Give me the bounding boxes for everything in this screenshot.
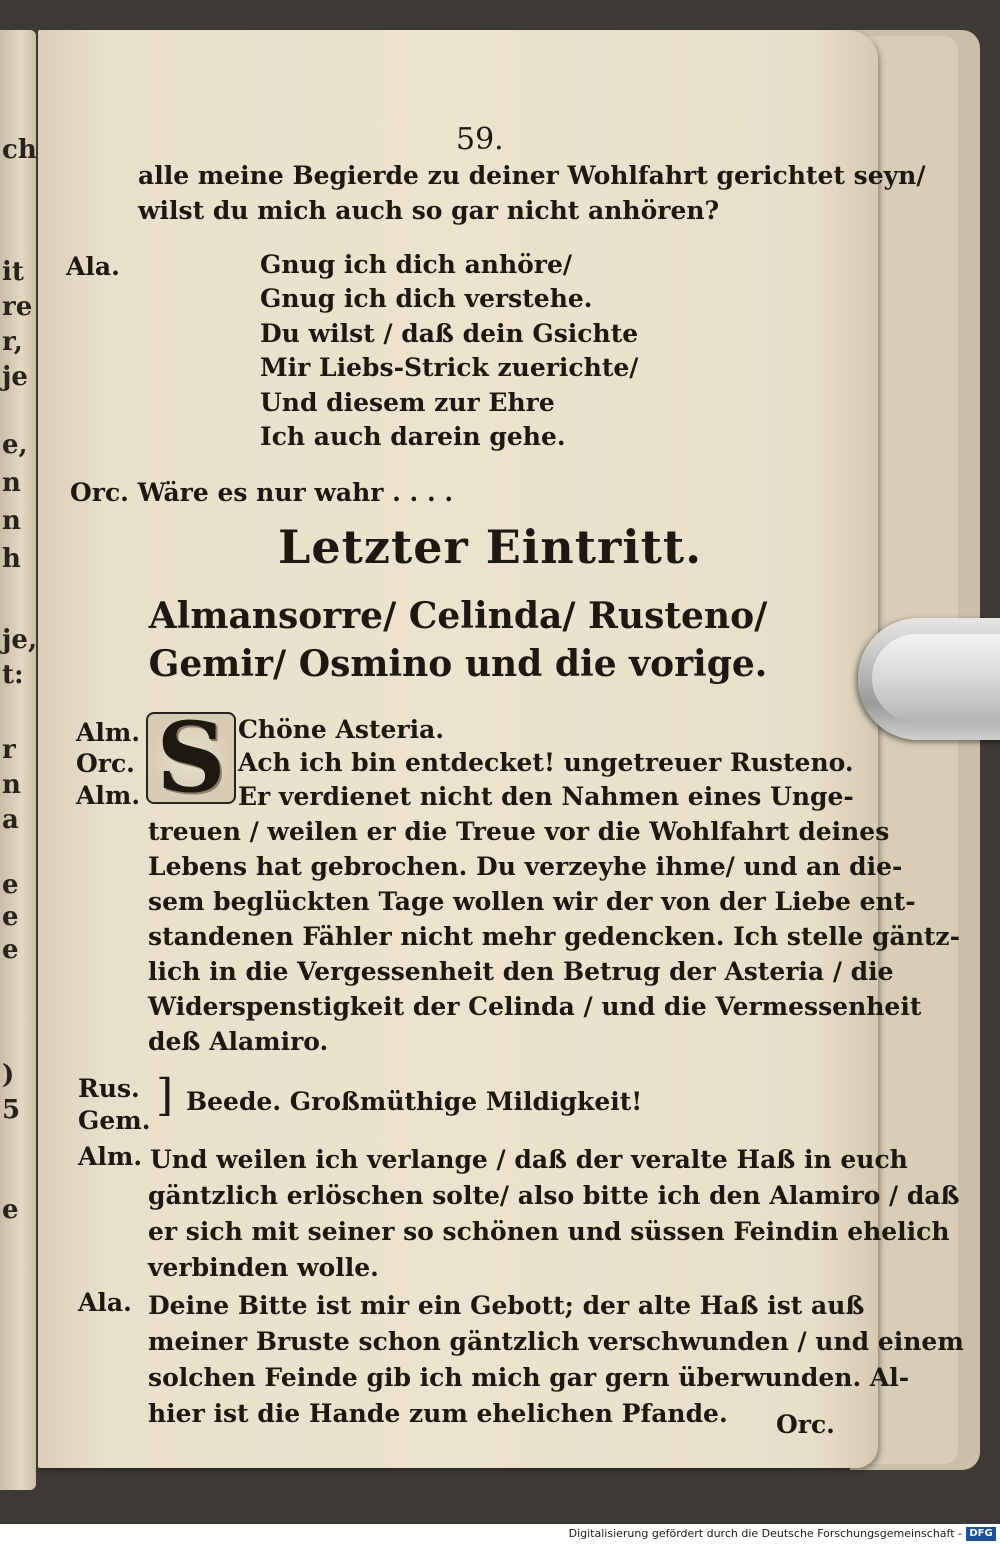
text-line: verbinden wolle. [148, 1253, 379, 1282]
text-line: lich in die Vergessenheit den Betrug der Asteria / die [148, 957, 894, 986]
left-fragment: r [2, 735, 16, 765]
left-fragment: ) [2, 1060, 15, 1090]
text-line: solchen Feinde gib ich mich gar gern überwunden. Al- [148, 1363, 910, 1392]
text-line: gäntzlich erlöschen solte/ also bitte ich den Alamiro / daß [148, 1181, 960, 1210]
speaker-label: Ala. [78, 1288, 132, 1317]
left-fragment: je [2, 362, 28, 392]
text-line: Beede. Großmüthige Mildigkeit! [186, 1087, 643, 1116]
text-line: Lebens hat gebrochen. Du verzeyhe ihme/ und an die- [148, 852, 903, 881]
left-fragment: n [2, 506, 21, 536]
text-line: Chöne Asteria. [238, 715, 445, 744]
speaker-label: Rus. [78, 1074, 140, 1103]
verse-line: Du wilst / daß dein Gsichte [260, 319, 639, 348]
text-line: meiner Bruste schon gäntzlich verschwunden / und einem [148, 1327, 964, 1356]
left-fragment: n [2, 770, 21, 800]
left-fragment: n [2, 468, 21, 498]
text-line: er sich mit seiner so schönen und süssen Feindin ehelich [148, 1217, 950, 1246]
decorative-initial: S [146, 712, 236, 804]
text-line: Widerspenstigkeit der Celinda / und die Vermessenheit [148, 992, 922, 1021]
page-clip [858, 618, 1000, 740]
left-fragment: e [2, 902, 19, 932]
book-page [38, 30, 964, 1468]
left-fragment: re [2, 292, 33, 322]
text-line: Ach ich bin entdecket! ungetreuer Rusteno. [238, 748, 854, 777]
character-list: Almansorre/ Celinda/ Rusteno/ Gemir/ Osmino und die vorige. [148, 595, 768, 685]
speaker-label: Gem. [78, 1106, 151, 1135]
left-fragment: it [2, 257, 24, 287]
left-fragment: e, [2, 430, 28, 460]
left-fragment: je, [2, 625, 38, 655]
text-line: deß Alamiro. [148, 1027, 329, 1056]
text-line: treuen / weilen er die Treue vor die Wohlfahrt deines [148, 817, 890, 846]
text-line: standenen Fähler nicht mehr gedencken. Ich stelle gäntz- [148, 922, 960, 951]
footer-bar [0, 1524, 1000, 1544]
left-fragment: h [2, 544, 21, 574]
left-fragment: e [2, 870, 19, 900]
verse-line: Mir Liebs-Strick zuerichte/ [260, 353, 639, 382]
scene-heading: Letzter Eintritt. [278, 520, 703, 574]
footer-credit: Digitalisierung gefördert durch die Deutsche Forschungsgemeinschaft - [568, 1527, 962, 1540]
text-line: sem beglückten Tage wollen wir der von der Liebe ent- [148, 887, 916, 916]
left-page-edge [0, 30, 36, 1490]
speaker-label: Alm. [78, 1142, 143, 1171]
text-line: alle meine Begierde zu deiner Wohlfahrt gerichtet seyn/ [138, 161, 926, 190]
catchword: Orc. [776, 1410, 835, 1439]
dfg-logo: DFG [966, 1527, 996, 1541]
verse-line: Gnug ich dich anhöre/ [260, 250, 572, 279]
page-clip-highlight [872, 634, 1000, 722]
orc-line: Orc. Wäre es nur wahr . . . . [70, 478, 454, 507]
speaker-label: Alm. [76, 781, 141, 810]
verse-line: Gnug ich dich verstehe. [260, 284, 593, 313]
brace-mark: ] [156, 1070, 174, 1121]
left-fragment: a [2, 805, 19, 835]
text-line: wilst du mich auch so gar nicht anhören? [138, 196, 720, 225]
left-fragment: e [2, 935, 19, 965]
left-fragment: ch [2, 135, 37, 165]
verse-line: Und diesem zur Ehre [260, 388, 555, 417]
speaker-label: Orc. [76, 749, 135, 778]
speaker-label: Ala. [66, 252, 120, 281]
left-fragment: t: [2, 660, 24, 690]
left-fragment: e [2, 1195, 19, 1225]
left-fragment: r, [2, 327, 23, 357]
speaker-label: Alm. [76, 718, 141, 747]
text-line: Und weilen ich verlange / daß der veralte Haß in euch [150, 1145, 908, 1174]
text-line: Deine Bitte ist mir ein Gebott; der alte Haß ist auß [148, 1291, 865, 1320]
text-line: hier ist die Hande zum ehelichen Pfande. [148, 1399, 728, 1428]
text-line: Er verdienet nicht den Nahmen eines Unge- [238, 782, 854, 811]
left-fragment: 5 [2, 1095, 21, 1125]
verse-line: Ich auch darein gehe. [260, 422, 566, 451]
page-number: 59. [456, 122, 504, 157]
